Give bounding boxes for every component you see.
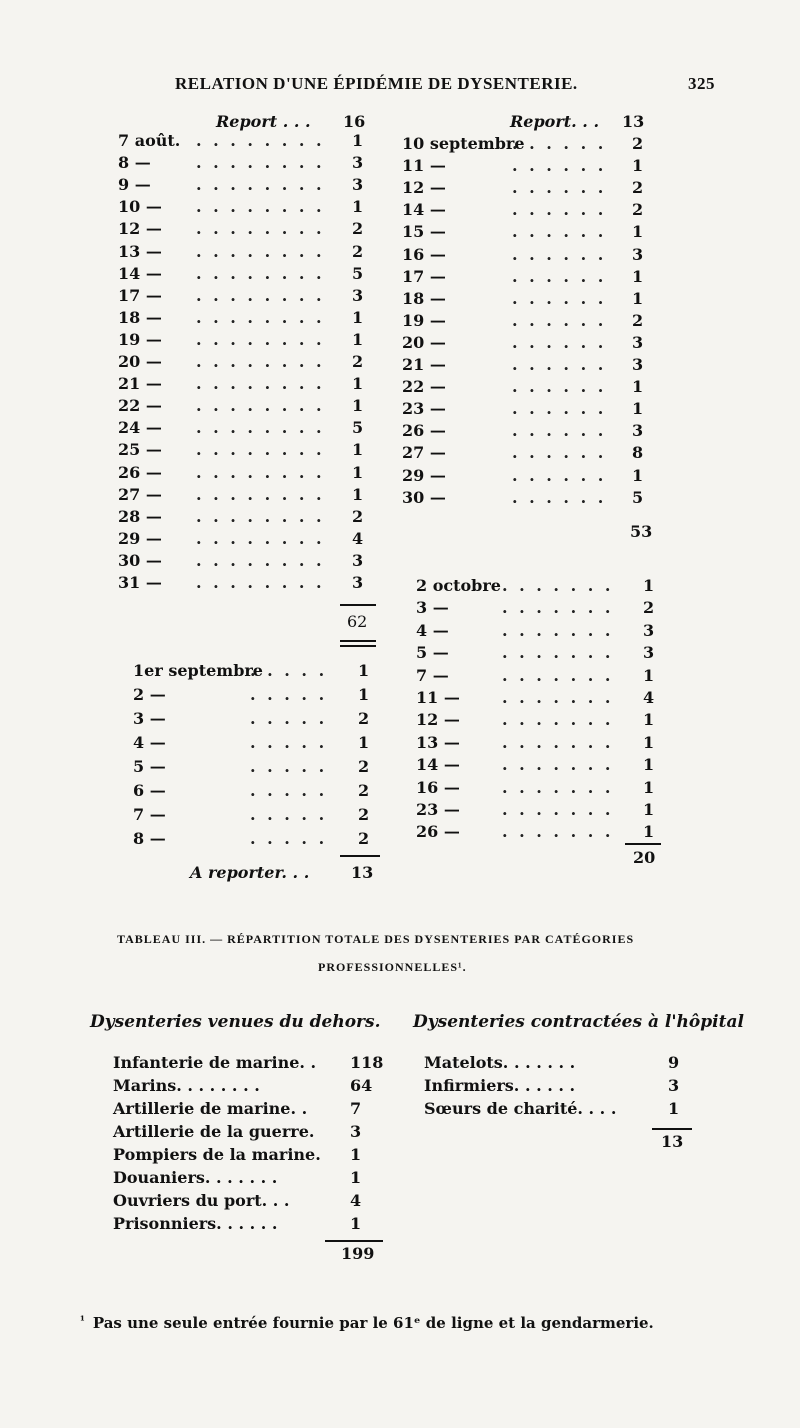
col2-sept-row-leader: . . . . . .	[512, 288, 607, 308]
tableau-title-2: PROFESSIONNELLES¹.	[318, 960, 467, 974]
col2-sept-row-value: 3	[632, 332, 644, 352]
footnote-mark: ¹	[80, 1314, 85, 1327]
aout-row-label: 21 —	[118, 374, 162, 394]
aout-row-label: 9 —	[118, 175, 151, 195]
col2-sept-row-value: 1	[632, 465, 644, 485]
col1-sept-row-leader: . . . . .	[250, 829, 328, 848]
col2-sept-row-label: 27 —	[402, 443, 446, 463]
oct-row-value: 3	[643, 620, 655, 640]
col1-sept-row-leader: . . . . .	[250, 685, 328, 704]
tableau-left-row-value: 4	[350, 1191, 362, 1210]
oct-row-value: 1	[643, 710, 655, 730]
aout-row-value: 1	[352, 440, 364, 460]
col1-sept-row-label: 5 —	[133, 757, 166, 776]
oct-row-value: 1	[643, 800, 655, 819]
col1-report-value: 16	[343, 112, 366, 131]
col1-sept-row-leader: . . . . .	[250, 709, 328, 728]
tableau-left-row	[0, 1190, 800, 1212]
aout-row-value: 1	[352, 396, 364, 416]
col2-sept-row-leader: . . . . . .	[512, 156, 607, 176]
tableau-right-row-value: 1	[668, 1099, 680, 1118]
tableau-left-row-label: Artillerie de la guerre.	[113, 1122, 315, 1141]
oct-row	[0, 732, 800, 754]
col2-sept-row-leader: . . . . . .	[512, 200, 607, 220]
aout-row-leader: . . . . . . . .	[196, 263, 325, 283]
col2-sept-row	[0, 376, 800, 398]
aout-row-label: 24 —	[118, 418, 162, 438]
aout-row-label: 18 —	[118, 307, 162, 327]
aout-row-value: 5	[352, 263, 364, 283]
col2-sept-row-label: 18 —	[402, 288, 446, 308]
col1-sept-row-value: 2	[358, 781, 370, 800]
oct-row-leader: . . . . . . .	[502, 576, 614, 595]
col2-sept-row-label: 14 —	[402, 200, 446, 220]
aout-row-leader: . . . . . . . .	[196, 197, 325, 217]
oct-row	[0, 575, 800, 597]
col2-sept-row-leader: . . . . . .	[512, 443, 607, 463]
col2-sept-row-value: 1	[632, 266, 644, 286]
col2-sept-row	[0, 288, 800, 310]
col2-sept-row-label: 12 —	[402, 178, 446, 198]
aout-row-label: 22 —	[118, 396, 162, 416]
aout-row	[0, 528, 800, 550]
col2-sept-row-value: 3	[632, 355, 644, 374]
aout-row-leader: . . . . . . . .	[196, 285, 325, 305]
col2-sept-row-label: 23 —	[402, 399, 446, 419]
col1-report-label: Report . . .	[216, 112, 311, 131]
aout-row-value: 1	[352, 307, 364, 327]
col1-sept-row-leader: . . . . .	[250, 757, 328, 776]
col2-sept-row-leader: . . . . . .	[512, 421, 607, 441]
col1-sept-rule	[340, 855, 380, 857]
aout-row-label: 25 —	[118, 440, 162, 460]
col2-sept-row-label: 10 septembre	[402, 134, 525, 153]
col1-sept-row-leader: . . . . .	[250, 733, 328, 752]
aout-row-leader: . . . . . . . .	[196, 175, 325, 195]
oct-row-label: 23 —	[416, 800, 460, 819]
oct-row-label: 16 —	[416, 777, 460, 797]
aout-row-value: 1	[352, 462, 364, 482]
col2-sept-row-leader: . . . . . .	[512, 134, 607, 153]
a-reporter-label: A reporter. . .	[190, 863, 310, 882]
aout-row-leader: . . . . . . . .	[196, 374, 325, 394]
oct-row-label: 4 —	[416, 620, 449, 640]
aout-row-leader: . . . . . . . .	[196, 396, 325, 416]
col1-sept-row-value: 2	[358, 805, 370, 824]
col1-sept-row-value: 1	[358, 685, 370, 704]
tableau-left-row-label: Artillerie de marine. .	[113, 1099, 308, 1118]
col2-sept-row-leader: . . . . . .	[512, 244, 607, 264]
aout-row	[0, 506, 800, 528]
oct-row-leader: . . . . . . .	[502, 777, 614, 797]
col1-sept-row-label: 4 —	[133, 733, 166, 752]
col2-sept-row-value: 1	[632, 288, 644, 308]
aout-row-value: 2	[352, 219, 364, 239]
aout-row-label: 13 —	[118, 241, 162, 261]
col2-sept-row-value: 3	[632, 421, 644, 441]
aout-row-value: 1	[352, 484, 364, 504]
oct-row	[0, 754, 800, 776]
aout-row-value: 2	[352, 352, 364, 371]
col2-sept-row-label: 22 —	[402, 377, 446, 397]
col2-sept-row-value: 1	[632, 399, 644, 419]
col1-sept-row-leader: . . . . .	[250, 781, 328, 800]
col2-sept-row-leader: . . . . . .	[512, 377, 607, 397]
col2-sept-row-value: 1	[632, 156, 644, 176]
tableau-left-row-value: 7	[350, 1099, 362, 1118]
aout-row-value: 1	[352, 131, 364, 150]
aout-row-value: 1	[352, 329, 364, 349]
col2-sept-row	[0, 221, 800, 243]
aout-row-leader: . . . . . . . .	[196, 440, 325, 460]
aout-row-leader: . . . . . . . .	[196, 550, 325, 570]
col2-sept-row-label: 11 —	[402, 156, 446, 176]
col2-sept-row-label: 21 —	[402, 355, 446, 374]
col2-report-label: Report. . .	[510, 112, 600, 131]
oct-row	[0, 709, 800, 731]
col2-sept-row-value: 8	[632, 443, 644, 463]
oct-row-leader: . . . . . . .	[502, 755, 614, 775]
aout-row-leader: . . . . . . . .	[196, 329, 325, 349]
col1-sept-row-label: 8 —	[133, 829, 166, 848]
tableau-left-row-value: 1	[350, 1145, 362, 1164]
oct-row-value: 1	[643, 777, 655, 797]
oct-row	[0, 687, 800, 709]
col1-sept-row-value: 2	[358, 757, 370, 776]
col1-sept-row-value: 1	[358, 733, 370, 752]
oct-row-label: 3 —	[416, 598, 449, 618]
col2-sept-row-leader: . . . . . .	[512, 222, 607, 242]
col1-sept-row-leader: . . . . .	[250, 661, 328, 680]
oct-row	[0, 821, 800, 843]
col2-sept-row-leader: . . . . . .	[512, 465, 607, 485]
aout-row-value: 3	[352, 175, 364, 195]
col2-sept-row-label: 30 —	[402, 487, 446, 507]
aout-row-label: 31 —	[118, 573, 162, 592]
tableau-left-row-value: 64	[350, 1076, 373, 1095]
tableau-left-row-value: 1	[350, 1214, 362, 1233]
tableau-right-row	[0, 1098, 800, 1120]
col1-sept-row-label: 2 —	[133, 685, 166, 704]
col1-sept-row-leader: . . . . .	[250, 805, 328, 824]
oct-row-label: 12 —	[416, 710, 460, 730]
tableau-left-row-value: 1	[350, 1168, 362, 1187]
col2-sept-row-leader: . . . . . .	[512, 355, 607, 374]
col2-sept-row-label: 20 —	[402, 332, 446, 352]
col2-sept-row	[0, 420, 800, 442]
aout-row-leader: . . . . . . . .	[196, 131, 325, 150]
col2-sept-row-label: 29 —	[402, 465, 446, 485]
col1-sept-row-label: 6 —	[133, 781, 166, 800]
aout-row-value: 2	[352, 241, 364, 261]
tableau-right-row-label: Matelots. . . . . . .	[424, 1053, 576, 1072]
tableau-left-row-label: Ouvriers du port. . .	[113, 1191, 290, 1210]
oct-row	[0, 777, 800, 799]
col2-sept-row	[0, 465, 800, 487]
tableau-left-row-label: Prisonniers. . . . . .	[113, 1214, 278, 1233]
aout-row	[0, 550, 800, 572]
oct-row-leader: . . . . . . .	[502, 665, 614, 685]
aout-row-label: 30 —	[118, 550, 162, 570]
oct-row-label: 13 —	[416, 732, 460, 752]
col2-sept-row-value: 2	[632, 310, 644, 330]
col2-sept-row	[0, 354, 800, 376]
aout-row-label: 8 —	[118, 153, 151, 173]
aout-row-label: 12 —	[118, 219, 162, 239]
aout-row-label: 27 —	[118, 484, 162, 504]
col1-sept-row-label: 3 —	[133, 709, 166, 728]
col2-sept-total: 53	[630, 522, 653, 541]
footnote-text: Pas une seule entrée fournie par le 61ᵉ de ligne et la gendarmerie.	[92, 1314, 654, 1332]
aout-row-leader: . . . . . . . .	[196, 506, 325, 526]
oct-row-value: 2	[643, 598, 655, 618]
aout-row-leader: . . . . . . . .	[196, 153, 325, 173]
tableau-right-rule	[652, 1128, 692, 1130]
aout-row-leader: . . . . . . . .	[196, 418, 325, 438]
tableau-left-row-value: 118	[350, 1053, 384, 1072]
col1-sept-row-label: 7 —	[133, 805, 166, 824]
col2-sept-row-value: 3	[632, 244, 644, 264]
col2-sept-row-label: 17 —	[402, 266, 446, 286]
footnote	[80, 1314, 654, 1332]
aout-row-value: 2	[352, 506, 364, 526]
col2-sept-row	[0, 398, 800, 420]
aout-row-value: 1	[352, 374, 364, 394]
oct-row-leader: . . . . . . .	[502, 598, 614, 618]
oct-row-leader: . . . . . . .	[502, 643, 614, 663]
col2-sept-row	[0, 199, 800, 221]
oct-row-label: 2 octobre	[416, 576, 501, 595]
col2-sept-row-label: 16 —	[402, 244, 446, 264]
a-reporter-value: 13	[351, 863, 374, 882]
col1-sept-row-value: 1	[358, 661, 370, 680]
tableau-right-row-label: Sœurs de charité. . . .	[424, 1099, 617, 1118]
tableau-left-row-label: Douaniers. . . . . . .	[113, 1168, 278, 1187]
aout-row-label: 14 —	[118, 263, 162, 283]
oct-row-value: 1	[643, 822, 655, 842]
col1-sept-row-value: 2	[358, 829, 370, 848]
oct-row-leader: . . . . . . .	[502, 710, 614, 730]
running-header: RELATION D'UNE ÉPIDÉMIE DE DYSENTERIE.	[175, 74, 578, 93]
col1-sept-row-label: 1er septembre	[133, 661, 263, 680]
col1-sept-row-value: 2	[358, 709, 370, 728]
col2-sept-row-leader: . . . . . .	[512, 178, 607, 198]
oct-row-value: 1	[643, 755, 655, 775]
tableau-left-row	[0, 1167, 800, 1189]
col2-sept-row-leader: . . . . . .	[512, 487, 607, 507]
tableau-left-heading: Dysenteries venues du dehors.	[90, 1012, 381, 1032]
col2-sept-row-value: 5	[632, 487, 644, 507]
oct-row-value: 1	[643, 732, 655, 752]
aout-row-value: 1	[352, 197, 364, 217]
aout-row-leader: . . . . . . . .	[196, 219, 325, 239]
col2-sept-row-leader: . . . . . .	[512, 266, 607, 286]
tableau-right-heading: Dysenteries contractées à l'hôpital	[413, 1012, 744, 1032]
col2-sept-row	[0, 266, 800, 288]
aout-row-leader: . . . . . . . .	[196, 528, 325, 548]
aout-row-leader: . . . . . . . .	[196, 241, 325, 261]
oct-row-label: 7 —	[416, 665, 449, 685]
oct-row-label: 5 —	[416, 643, 449, 663]
oct-row-leader: . . . . . . .	[502, 822, 614, 842]
col2-sept-row	[0, 244, 800, 266]
tableau-left-rule	[325, 1240, 383, 1242]
oct-row	[0, 799, 800, 821]
aout-row-label: 29 —	[118, 528, 162, 548]
aout-row-value: 3	[352, 550, 364, 570]
aout-row-value: 5	[352, 418, 364, 438]
oct-row	[0, 620, 800, 642]
page-number: 325	[688, 74, 715, 93]
aout-row-value: 3	[352, 573, 364, 592]
aout-row-label: 26 —	[118, 462, 162, 482]
col2-sept-row	[0, 133, 800, 155]
tableau-left-row-label: Pompiers de la marine.	[113, 1145, 321, 1164]
oct-row-leader: . . . . . . .	[502, 688, 614, 707]
aout-row-value: 3	[352, 153, 364, 173]
oct-row-value: 4	[643, 688, 655, 707]
tableau-right-total: 13	[661, 1132, 684, 1151]
tableau-left-row-value: 3	[350, 1122, 362, 1141]
tableau-right-row-label: Infirmiers. . . . . .	[424, 1076, 576, 1095]
oct-row-value: 1	[643, 665, 655, 685]
col2-oct-total: 20	[633, 848, 656, 867]
aout-row-value: 4	[352, 528, 364, 548]
col1-aout-total: 62	[347, 612, 368, 631]
tableau-title: TABLEAU III. — RÉPARTITION TOTALE DES DYSENTERIES PAR CATÉGORIES	[117, 932, 635, 946]
aout-row-label: 7 août.	[118, 131, 181, 150]
oct-row-label: 14 —	[416, 755, 460, 775]
col2-sept-row	[0, 310, 800, 332]
col2-sept-row-leader: . . . . . .	[512, 310, 607, 330]
col2-sept-row-value: 2	[632, 178, 644, 198]
aout-row-label: 19 —	[118, 329, 162, 349]
col2-sept-row	[0, 332, 800, 354]
tableau-left-row-label: Marins. . . . . . . .	[113, 1076, 260, 1095]
col2-sept-row-leader: . . . . . .	[512, 332, 607, 352]
tableau-left-row	[0, 1213, 800, 1235]
tableau-right-row	[0, 1075, 800, 1097]
col2-sept-row-value: 1	[632, 377, 644, 397]
oct-row-value: 3	[643, 643, 655, 663]
oct-row-leader: . . . . . . .	[502, 800, 614, 819]
col2-sept-row	[0, 177, 800, 199]
col2-oct-rule	[625, 843, 661, 845]
oct-row-value: 1	[643, 576, 655, 595]
col2-sept-row-value: 2	[632, 200, 644, 220]
aout-row-leader: . . . . . . . .	[196, 573, 325, 592]
col2-sept-row	[0, 442, 800, 464]
oct-row-label: 26 —	[416, 822, 460, 842]
aout-row-label: 28 —	[118, 506, 162, 526]
aout-row-value: 3	[352, 285, 364, 305]
oct-row-leader: . . . . . . .	[502, 732, 614, 752]
oct-row	[0, 597, 800, 619]
oct-row	[0, 665, 800, 687]
tableau-right-row-value: 3	[668, 1076, 680, 1095]
col2-sept-row-value: 1	[632, 222, 644, 242]
aout-row-label: 10 —	[118, 197, 162, 217]
aout-row-leader: . . . . . . . .	[196, 352, 325, 371]
tableau-left-total: 199	[341, 1244, 375, 1263]
tableau-right-row-value: 9	[668, 1053, 680, 1072]
tableau-left-row-label: Infanterie de marine. .	[113, 1053, 317, 1072]
col2-sept-row-label: 15 —	[402, 222, 446, 242]
aout-row-leader: . . . . . . . .	[196, 484, 325, 504]
oct-row	[0, 642, 800, 664]
col2-sept-row-label: 26 —	[402, 421, 446, 441]
col2-sept-row-leader: . . . . . .	[512, 399, 607, 419]
oct-row-leader: . . . . . . .	[502, 620, 614, 640]
col2-sept-row-label: 19 —	[402, 310, 446, 330]
oct-row-label: 11 —	[416, 688, 460, 707]
aout-row-label: 17 —	[118, 285, 162, 305]
col2-sept-row-value: 2	[632, 134, 644, 153]
col2-report-value: 13	[622, 112, 645, 131]
aout-row-leader: . . . . . . . .	[196, 307, 325, 327]
aout-row-label: 20 —	[118, 352, 162, 371]
col2-sept-row	[0, 155, 800, 177]
tableau-right-row	[0, 1052, 800, 1074]
aout-row-leader: . . . . . . . .	[196, 462, 325, 482]
col2-sept-row	[0, 487, 800, 509]
